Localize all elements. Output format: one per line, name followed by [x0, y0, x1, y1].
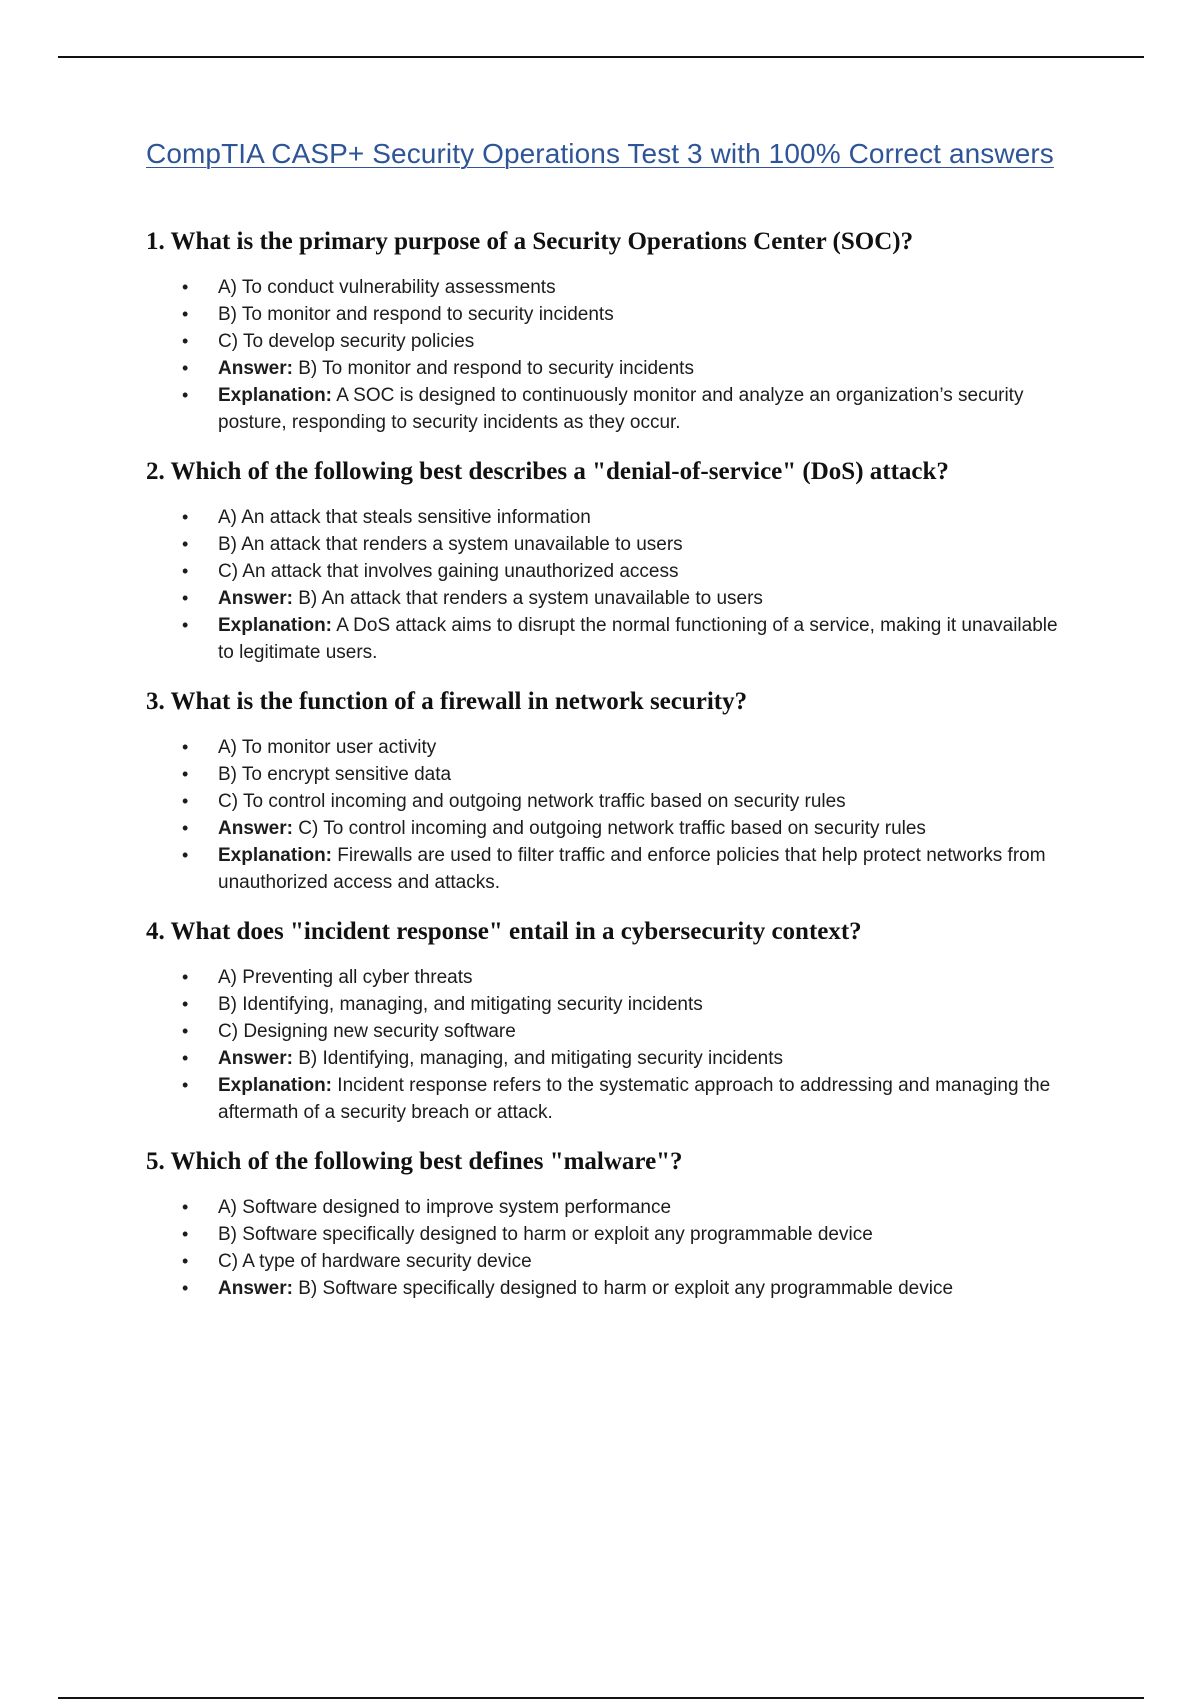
- answer-item: [146, 815, 1076, 842]
- question-block: [146, 688, 1076, 896]
- explanation-text: Incident response refers to the systematic approach to addressing and managing the aftermath of a security breach or attack.: [218, 1075, 1051, 1123]
- question-heading: 4. What does "incident response" entail in a cybersecurity context?: [146, 918, 862, 945]
- option-list: [146, 504, 1076, 666]
- option-item: • C) A type of hardware security device: [146, 1248, 1076, 1275]
- option-item: • C) To control incoming and outgoing network traffic based on security rules: [146, 788, 1076, 815]
- answer-item: [146, 1045, 1076, 1072]
- explanation-label: Explanation:: [218, 385, 333, 406]
- question-block: [146, 228, 1076, 436]
- header-rule: [58, 56, 1144, 58]
- answer-text: C) To control incoming and outgoing network traffic based on security rules: [298, 818, 926, 839]
- answer-item: [146, 355, 1076, 382]
- option-item: • C) To develop security policies: [146, 328, 1076, 355]
- answer-text: B) Identifying, managing, and mitigating security incidents: [298, 1048, 784, 1069]
- option-list: [146, 734, 1076, 896]
- answer-text: B) To monitor and respond to security incidents: [298, 358, 694, 379]
- option-item: • A) To conduct vulnerability assessments: [146, 274, 1076, 301]
- option-item: • C) Designing new security software: [146, 1018, 1076, 1045]
- explanation-text: Firewalls are used to filter traffic and enforce policies that help protect networks from unauthorized access and attacks.: [218, 845, 1046, 893]
- option-item: • B) To monitor and respond to security incidents: [146, 301, 1076, 328]
- explanation-item: [146, 612, 1076, 666]
- option-list: [146, 274, 1076, 436]
- question-block: [146, 1148, 1076, 1302]
- explanation-item: [146, 842, 1076, 896]
- question-block: [146, 918, 1076, 1126]
- explanation-label: Explanation:: [218, 1075, 333, 1096]
- answer-label: Answer:: [218, 1278, 293, 1299]
- answer-text: B) An attack that renders a system unavailable to users: [298, 588, 763, 609]
- question-heading: 2. Which of the following best describes a "denial-of-service" (DoS) attack?: [146, 458, 949, 485]
- option-list: [146, 1194, 1076, 1302]
- option-item: • A) Software designed to improve system performance: [146, 1194, 1076, 1221]
- explanation-text: A SOC is designed to continuously monitor and analyze an organization’s security posture, responding to security incidents as they occur.: [218, 385, 1024, 433]
- answer-item: [146, 585, 1076, 612]
- option-item: • B) Identifying, managing, and mitigating security incidents: [146, 991, 1076, 1018]
- option-item: • B) An attack that renders a system unavailable to users: [146, 531, 1076, 558]
- footer-rule: [58, 1697, 1144, 1699]
- option-item: • B) To encrypt sensitive data: [146, 761, 1076, 788]
- question-heading: 5. Which of the following best defines "malware"?: [146, 1148, 683, 1175]
- document-body: [146, 138, 1076, 1324]
- option-list: [146, 964, 1076, 1126]
- document-title: CompTIA CASP+ Security Operations Test 3 with 100% Correct answers: [146, 138, 1054, 169]
- option-item: • A) Preventing all cyber threats: [146, 964, 1076, 991]
- option-item: • A) An attack that steals sensitive information: [146, 504, 1076, 531]
- question-heading: 3. What is the function of a firewall in network security?: [146, 688, 748, 715]
- question-heading: 1. What is the primary purpose of a Security Operations Center (SOC)?: [146, 228, 914, 255]
- explanation-item: [146, 1072, 1076, 1126]
- explanation-label: Explanation:: [218, 845, 333, 866]
- explanation-item: [146, 382, 1076, 436]
- explanation-label: Explanation:: [218, 615, 333, 636]
- option-item: • B) Software specifically designed to harm or exploit any programmable device: [146, 1221, 1076, 1248]
- answer-label: Answer:: [218, 588, 293, 609]
- answer-label: Answer:: [218, 1048, 293, 1069]
- answer-label: Answer:: [218, 358, 293, 379]
- question-block: [146, 458, 1076, 666]
- option-item: • C) An attack that involves gaining unauthorized access: [146, 558, 1076, 585]
- answer-item: [146, 1275, 1076, 1302]
- explanation-text: A DoS attack aims to disrupt the normal functioning of a service, making it unavailable to legitimate users.: [218, 615, 1058, 663]
- answer-text: B) Software specifically designed to harm or exploit any programmable device: [298, 1278, 954, 1299]
- answer-label: Answer:: [218, 818, 293, 839]
- option-item: • A) To monitor user activity: [146, 734, 1076, 761]
